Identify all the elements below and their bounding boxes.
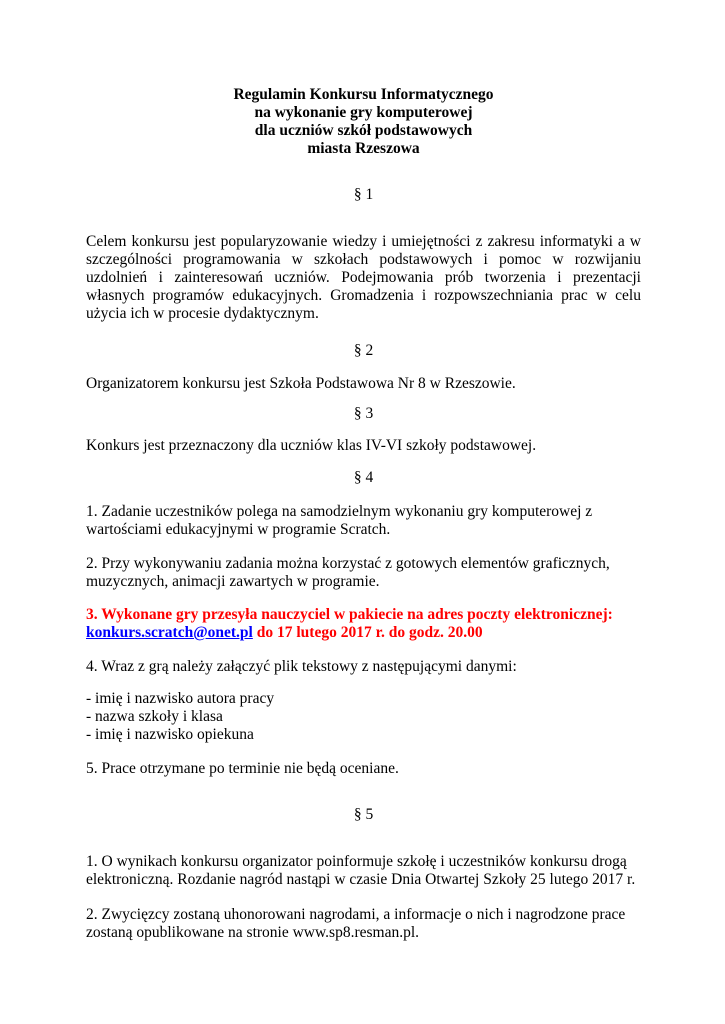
section-4-item-1: 1. Zadanie uczestników polega na samodzielnym wykonaniu gry komputerowej z wartościami edukacyjnymi w programie Scratch.	[86, 503, 593, 538]
item-3-deadline: do 17 lutego 2017 r. do godz. 20.00	[252, 624, 483, 641]
title-line-4: miasta Rzeszowa	[307, 140, 420, 157]
section-3-heading: § 3	[353, 405, 374, 422]
section-4-item-4: 4. Wraz z grą należy załączyć plik tekstowy z następującymi danymi:	[86, 658, 517, 675]
document-title	[86, 86, 641, 158]
section-5-item-1: 1. O wynikach konkursu organizator poinformuje szkołę i uczestników konkursu drogą elektroniczną. Rozdanie nagród nastąpi w czasie Dnia Otwartej Szkoły 25 lutego 2017 r.	[86, 853, 636, 888]
section-1-heading: § 1	[353, 186, 374, 203]
list-item: - nazwa szkoły i klasa	[86, 708, 223, 725]
section-4-heading: § 4	[353, 469, 374, 486]
section-5-item-2: 2. Zwycięzcy zostaną uhonorowani nagrodami, a informacje o nich i nagrodzone prace zostaną opublikowane na stronie www.sp8.resman.pl.	[86, 906, 626, 941]
section-4-item-3	[86, 606, 641, 642]
contest-email-link[interactable]: konkurs.scratch@onet.pl	[86, 624, 253, 641]
title-line-1: Regulamin Konkursu Informatycznego	[233, 86, 494, 103]
section-2-paragraph: Organizatorem konkursu jest Szkoła Podstawowa Nr 8 w Rzeszowie.	[86, 375, 516, 392]
title-line-3: dla uczniów szkół podstawowych	[254, 122, 473, 139]
section-5-heading: § 5	[353, 806, 374, 823]
section-3-paragraph: Konkurs jest przeznaczony dla uczniów klas IV-VI szkoły podstawowej.	[86, 437, 537, 454]
item-3-highlight: 3. Wykonane gry przesyła nauczyciel w pakiecie na adres poczty elektronicznej:	[86, 606, 613, 623]
section-4-item-5: 5. Prace otrzymane po terminie nie będą oceniane.	[86, 760, 399, 777]
list-item: - imię i nazwisko autora pracy	[86, 690, 275, 707]
list-item: - imię i nazwisko opiekuna	[86, 726, 254, 743]
section-2-heading: § 2	[353, 342, 374, 359]
section-1-paragraph: Celem konkursu jest popularyzowanie wiedzy i umiejętności z zakresu informatyki a w szczególności programowania w szkołach podstawowych i pomoc w rozwijaniu uzdolnień i zainteresowań uczniów. Podejmowania prób tworzenia i prezentacji własnych programów edukacyjnych. Gromadzenia i rozpowszechniania prac w celu użycia ich w procesie dydaktycznym.	[86, 233, 641, 322]
title-line-2: na wykonanie gry komputerowej	[254, 104, 473, 121]
required-data-list	[86, 690, 641, 744]
section-4-item-2: 2. Przy wykonywaniu zadania można korzystać z gotowych elementów graficznych, muzycznych, animacji zawartych w programie.	[86, 555, 610, 590]
